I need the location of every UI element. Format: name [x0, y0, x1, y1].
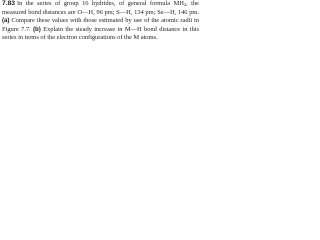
part-a-text: Compare these values with those estimated by use of the atomic radii in Figure 7.7. [2, 17, 199, 33]
part-b-text: Explain the steady increase in M—H bond distance in this series in terms of the electron configurations of the M atoms. [2, 25, 199, 42]
formula-subscript: 2 [183, 2, 187, 8]
bond-distances: , the measured bond distances are O—H, 96 pm; S—H, 134 pm; Se—H, 146 pm. [2, 0, 199, 16]
problem-7-83 [2, 0, 199, 43]
part-a-label: (a) [2, 17, 10, 25]
part-b-label: (b) [32, 25, 41, 33]
problem-intro: In the series of group 16 hydrides, of general formula MH [17, 0, 184, 7]
problem-number: 7.83 [2, 0, 16, 7]
